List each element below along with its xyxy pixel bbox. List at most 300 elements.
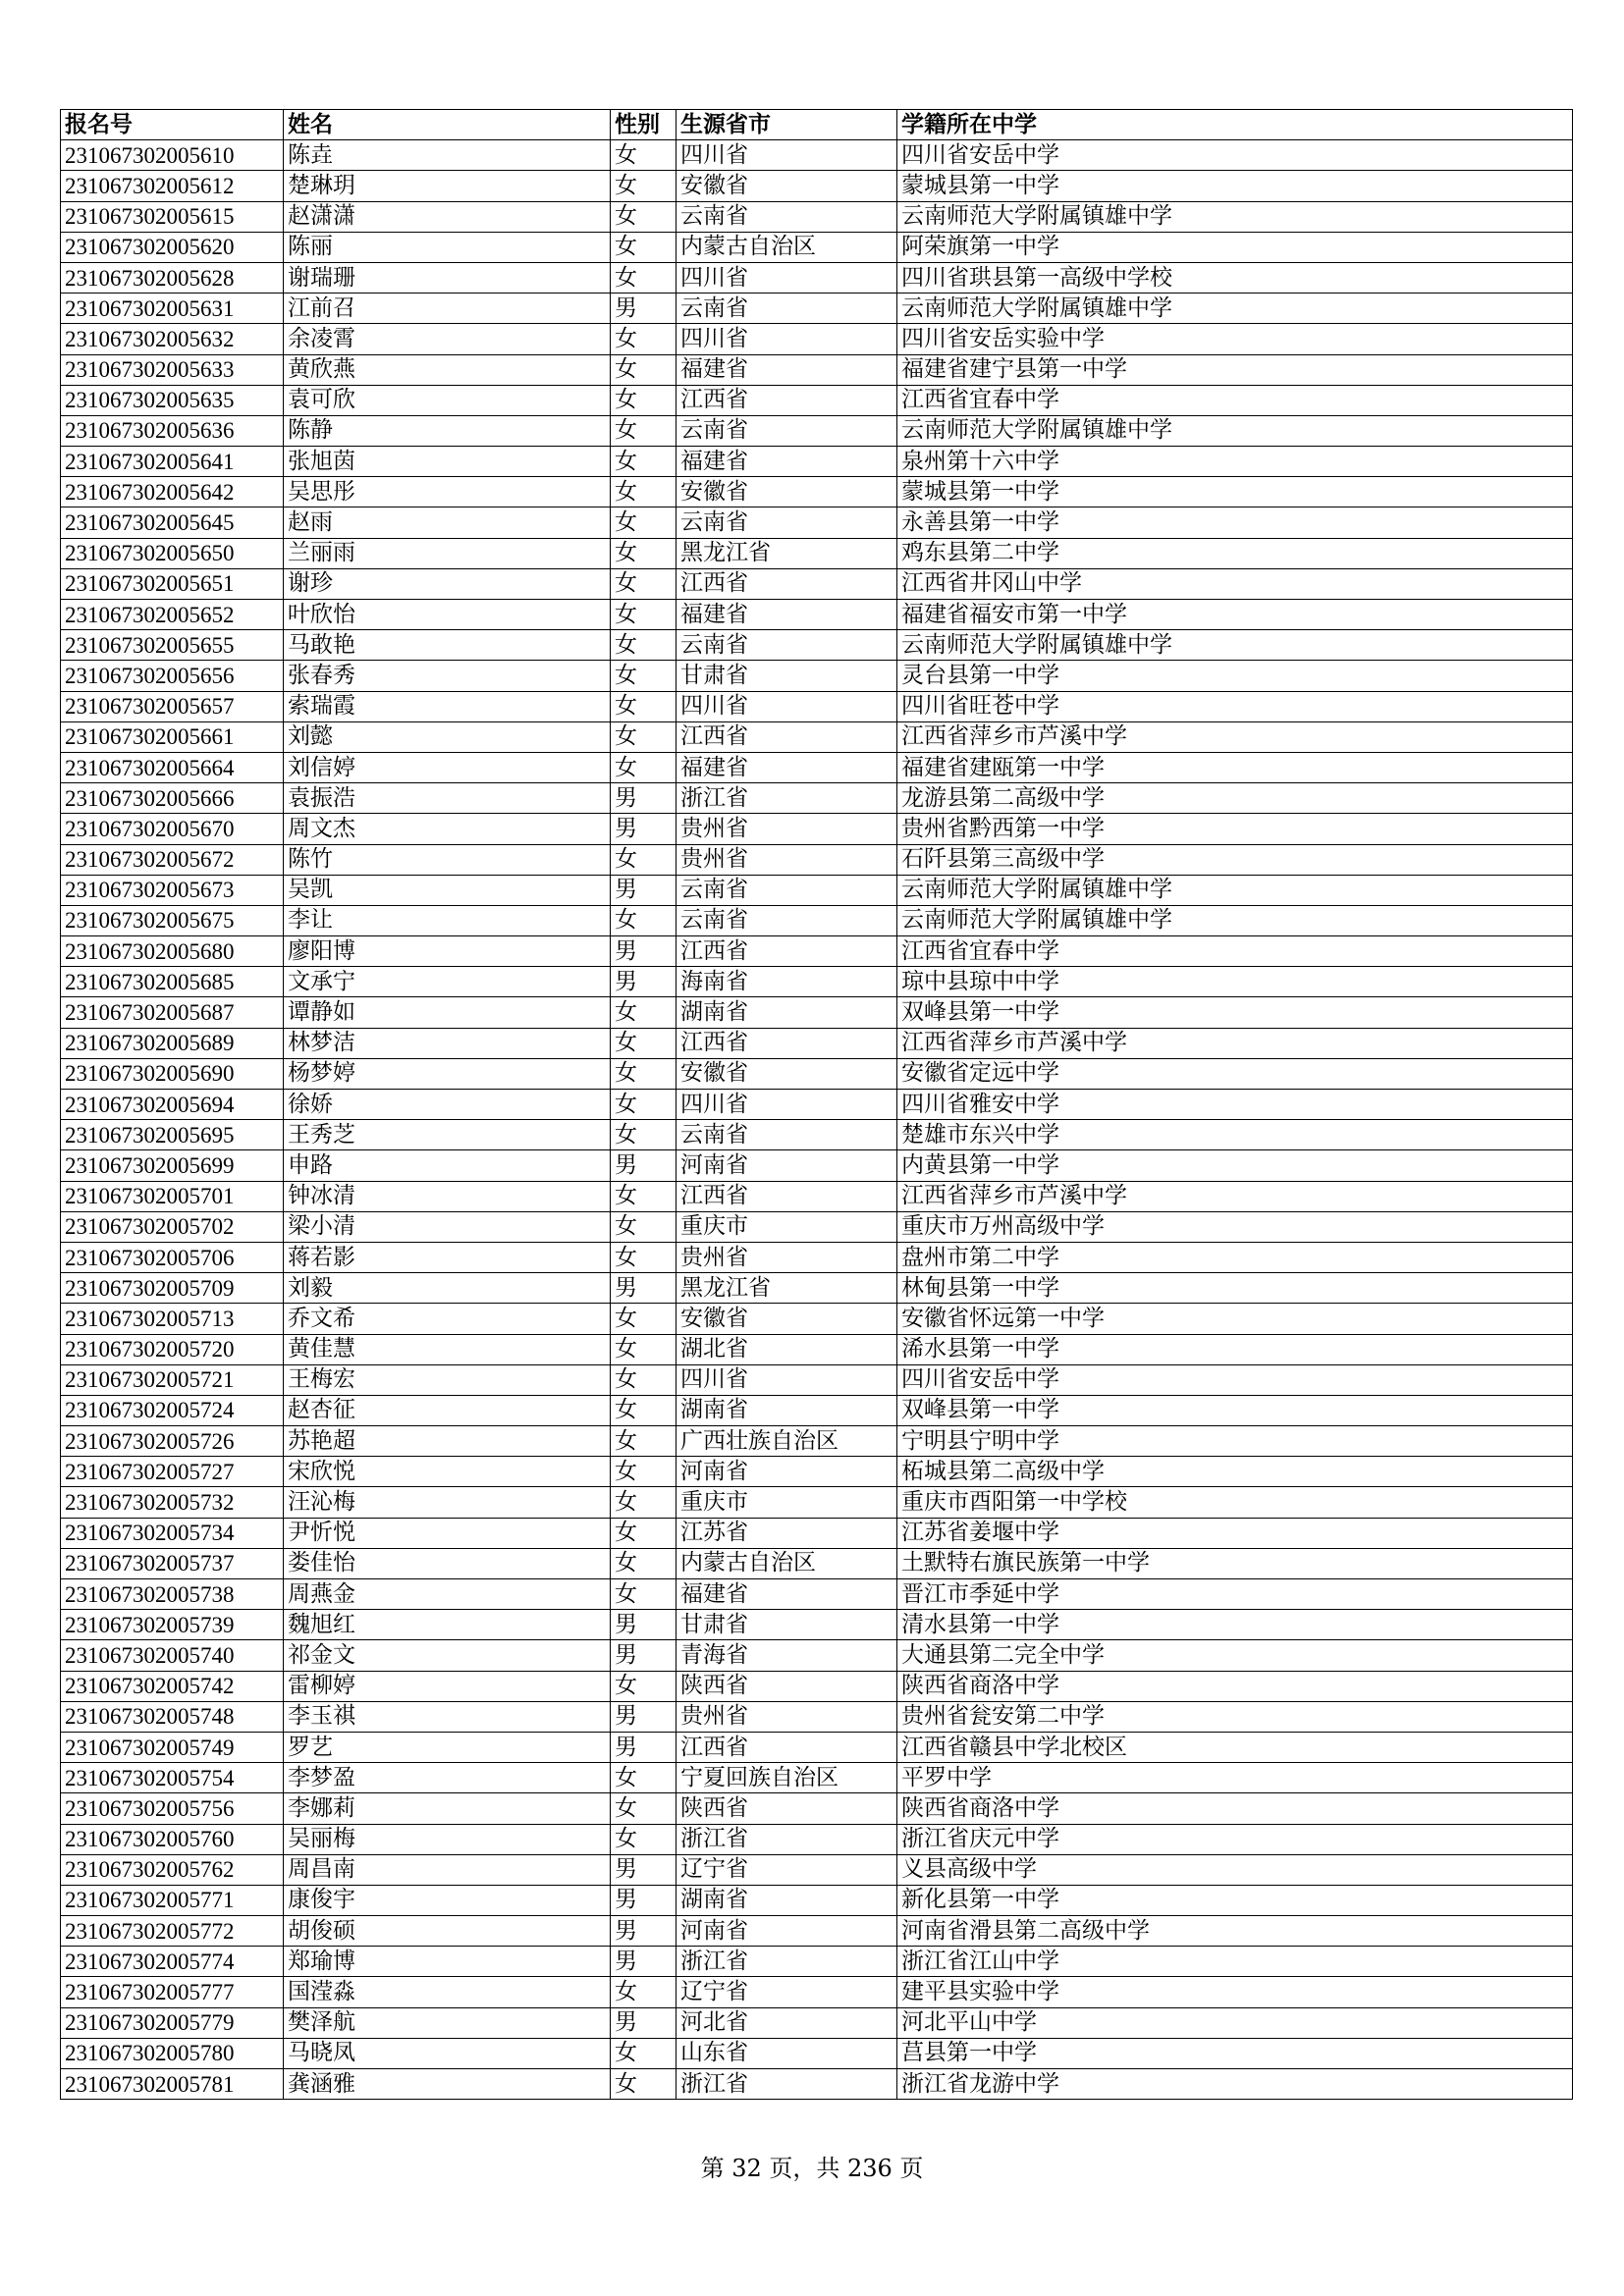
school-cell: 双峰县第一中学 <box>897 997 1573 1028</box>
school-cell: 灵台县第一中学 <box>897 661 1573 691</box>
gender-cell: 女 <box>611 630 677 661</box>
origin-province-cell: 贵州省 <box>677 814 897 844</box>
gender-cell: 男 <box>611 1732 677 1762</box>
gender-cell: 女 <box>611 1120 677 1150</box>
origin-province-cell: 黑龙江省 <box>677 538 897 568</box>
origin-province-cell: 福建省 <box>677 600 897 630</box>
gender-cell: 男 <box>611 2007 677 2038</box>
table-row <box>61 140 1573 171</box>
table-row <box>61 324 1573 354</box>
origin-province-cell: 宁夏回族自治区 <box>677 1763 897 1793</box>
registration-number-cell: 231067302005754 <box>61 1763 284 1793</box>
gender-cell: 男 <box>611 783 677 814</box>
name-cell: 李娜莉 <box>284 1793 611 1824</box>
table-row <box>61 1487 1573 1518</box>
gender-cell: 女 <box>611 1518 677 1548</box>
school-cell: 盘州市第二中学 <box>897 1242 1573 1272</box>
table-row <box>61 1242 1573 1272</box>
school-cell: 陕西省商洛中学 <box>897 1671 1573 1701</box>
table-row <box>61 1028 1573 1058</box>
gender-cell: 女 <box>611 171 677 201</box>
school-cell: 新化县第一中学 <box>897 1885 1573 1915</box>
origin-province-cell: 福建省 <box>677 354 897 385</box>
registration-number-cell: 231067302005641 <box>61 447 284 477</box>
name-cell: 娄佳怡 <box>284 1548 611 1578</box>
origin-province-cell: 辽宁省 <box>677 1977 897 2007</box>
school-cell: 云南师范大学附属镇雄中学 <box>897 875 1573 905</box>
school-cell: 晋江市季延中学 <box>897 1579 1573 1610</box>
registration-number-cell: 231067302005777 <box>61 1977 284 2007</box>
gender-cell: 女 <box>611 385 677 415</box>
origin-province-cell: 湖南省 <box>677 997 897 1028</box>
origin-province-cell: 云南省 <box>677 201 897 232</box>
school-cell: 浙江省龙游中学 <box>897 2069 1573 2100</box>
table-row <box>61 1120 1573 1150</box>
gender-cell: 男 <box>611 1854 677 1885</box>
school-cell: 江西省萍乡市芦溪中学 <box>897 1181 1573 1211</box>
name-cell: 陈竹 <box>284 844 611 875</box>
school-cell: 龙游县第二高级中学 <box>897 783 1573 814</box>
gender-cell: 女 <box>611 844 677 875</box>
name-cell: 黄佳慧 <box>284 1334 611 1364</box>
registration-number-cell: 231067302005673 <box>61 875 284 905</box>
name-cell: 马晓凤 <box>284 2038 611 2068</box>
registration-number-cell: 231067302005721 <box>61 1364 284 1395</box>
school-cell: 蒙城县第一中学 <box>897 171 1573 201</box>
name-cell: 兰丽雨 <box>284 538 611 568</box>
origin-province-cell: 浙江省 <box>677 2069 897 2100</box>
origin-province-cell: 江苏省 <box>677 1518 897 1548</box>
origin-province-cell: 浙江省 <box>677 783 897 814</box>
gender-cell: 女 <box>611 232 677 262</box>
registration-number-cell: 231067302005762 <box>61 1854 284 1885</box>
table-row <box>61 415 1573 446</box>
table-row <box>61 2007 1573 2038</box>
name-cell: 谢珍 <box>284 568 611 599</box>
origin-province-cell: 安徽省 <box>677 477 897 507</box>
name-cell: 罗艺 <box>284 1732 611 1762</box>
origin-province-cell: 江西省 <box>677 721 897 752</box>
gender-cell: 女 <box>611 1426 677 1457</box>
table-row <box>61 385 1573 415</box>
gender-cell: 女 <box>611 1977 677 2007</box>
school-cell: 蒙城县第一中学 <box>897 477 1573 507</box>
student-roster-table <box>60 109 1573 2100</box>
gender-cell: 女 <box>611 568 677 599</box>
table-row <box>61 1150 1573 1181</box>
registration-number-cell: 231067302005615 <box>61 201 284 232</box>
name-cell: 龚涵雅 <box>284 2069 611 2100</box>
registration-number-cell: 231067302005706 <box>61 1242 284 1272</box>
origin-province-cell: 福建省 <box>677 752 897 782</box>
registration-number-cell: 231067302005726 <box>61 1426 284 1457</box>
school-cell: 河北平山中学 <box>897 2007 1573 2038</box>
origin-province-cell: 云南省 <box>677 1120 897 1150</box>
table-row <box>61 997 1573 1028</box>
gender-cell: 女 <box>611 538 677 568</box>
origin-province-cell: 广西壮族自治区 <box>677 1426 897 1457</box>
registration-number-cell: 231067302005650 <box>61 538 284 568</box>
table-header-row <box>61 110 1573 140</box>
school-cell: 四川省珙县第一高级中学校 <box>897 262 1573 293</box>
name-cell: 祁金文 <box>284 1640 611 1671</box>
school-cell: 江西省宜春中学 <box>897 936 1573 967</box>
gender-cell: 女 <box>611 201 677 232</box>
origin-province-cell: 内蒙古自治区 <box>677 1548 897 1578</box>
registration-number-cell: 231067302005664 <box>61 752 284 782</box>
registration-number-cell: 231067302005781 <box>61 2069 284 2100</box>
gender-cell: 女 <box>611 2069 677 2100</box>
table-row <box>61 1610 1573 1640</box>
table-row <box>61 1701 1573 1732</box>
name-cell: 吴丽梅 <box>284 1824 611 1854</box>
origin-province-cell: 贵州省 <box>677 1242 897 1272</box>
registration-number-cell: 231067302005631 <box>61 294 284 324</box>
school-cell: 四川省雅安中学 <box>897 1090 1573 1120</box>
table-row <box>61 1977 1573 2007</box>
registration-number-cell: 231067302005760 <box>61 1824 284 1854</box>
name-cell: 国滢淼 <box>284 1977 611 2007</box>
registration-number-cell: 231067302005699 <box>61 1150 284 1181</box>
school-cell: 鸡东县第二中学 <box>897 538 1573 568</box>
school-cell: 福建省建瓯第一中学 <box>897 752 1573 782</box>
header-name: 姓名 <box>284 110 611 140</box>
name-cell: 雷柳婷 <box>284 1671 611 1701</box>
table-row <box>61 1090 1573 1120</box>
name-cell: 索瑞霞 <box>284 691 611 721</box>
school-cell: 土默特右旗民族第一中学 <box>897 1548 1573 1578</box>
table-row <box>61 1364 1573 1395</box>
origin-province-cell: 湖南省 <box>677 1885 897 1915</box>
table-row <box>61 507 1573 538</box>
school-cell: 柘城县第二高级中学 <box>897 1457 1573 1487</box>
header-gender: 性别 <box>611 110 677 140</box>
name-cell: 刘毅 <box>284 1273 611 1304</box>
school-cell: 云南师范大学附属镇雄中学 <box>897 201 1573 232</box>
table-row <box>61 1304 1573 1334</box>
registration-number-cell: 231067302005670 <box>61 814 284 844</box>
table-row <box>61 1548 1573 1578</box>
school-cell: 楚雄市东兴中学 <box>897 1120 1573 1150</box>
origin-province-cell: 辽宁省 <box>677 1854 897 1885</box>
registration-number-cell: 231067302005657 <box>61 691 284 721</box>
registration-number-cell: 231067302005772 <box>61 1916 284 1947</box>
registration-number-cell: 231067302005666 <box>61 783 284 814</box>
origin-province-cell: 湖北省 <box>677 1334 897 1364</box>
origin-province-cell: 内蒙古自治区 <box>677 232 897 262</box>
origin-province-cell: 浙江省 <box>677 1824 897 1854</box>
registration-number-cell: 231067302005628 <box>61 262 284 293</box>
gender-cell: 女 <box>611 1824 677 1854</box>
registration-number-cell: 231067302005724 <box>61 1395 284 1425</box>
gender-cell: 男 <box>611 1273 677 1304</box>
registration-number-cell: 231067302005652 <box>61 600 284 630</box>
school-cell: 江西省萍乡市芦溪中学 <box>897 1028 1573 1058</box>
registration-number-cell: 231067302005661 <box>61 721 284 752</box>
registration-number-cell: 231067302005740 <box>61 1640 284 1671</box>
table-row <box>61 875 1573 905</box>
origin-province-cell: 河南省 <box>677 1150 897 1181</box>
gender-cell: 女 <box>611 1579 677 1610</box>
origin-province-cell: 甘肃省 <box>677 1610 897 1640</box>
school-cell: 江西省宜春中学 <box>897 385 1573 415</box>
name-cell: 谢瑞珊 <box>284 262 611 293</box>
table-row <box>61 477 1573 507</box>
origin-province-cell: 河南省 <box>677 1916 897 1947</box>
origin-province-cell: 海南省 <box>677 967 897 997</box>
school-cell: 安徽省怀远第一中学 <box>897 1304 1573 1334</box>
school-cell: 江西省井冈山中学 <box>897 568 1573 599</box>
gender-cell: 女 <box>611 2038 677 2068</box>
name-cell: 余凌霄 <box>284 324 611 354</box>
name-cell: 赵杏征 <box>284 1395 611 1425</box>
school-cell: 建平县实验中学 <box>897 1977 1573 2007</box>
name-cell: 乔文希 <box>284 1304 611 1334</box>
school-cell: 浠水县第一中学 <box>897 1334 1573 1364</box>
school-cell: 贵州省瓮安第二中学 <box>897 1701 1573 1732</box>
name-cell: 周昌南 <box>284 1854 611 1885</box>
registration-number-cell: 231067302005774 <box>61 1947 284 1977</box>
table-row <box>61 171 1573 201</box>
gender-cell: 女 <box>611 721 677 752</box>
origin-province-cell: 四川省 <box>677 1364 897 1395</box>
origin-province-cell: 安徽省 <box>677 1058 897 1089</box>
gender-cell: 男 <box>611 1610 677 1640</box>
registration-number-cell: 231067302005742 <box>61 1671 284 1701</box>
school-cell: 江西省萍乡市芦溪中学 <box>897 721 1573 752</box>
origin-province-cell: 四川省 <box>677 1090 897 1120</box>
registration-number-cell: 231067302005610 <box>61 140 284 171</box>
name-cell: 张春秀 <box>284 661 611 691</box>
origin-province-cell: 甘肃省 <box>677 661 897 691</box>
origin-province-cell: 江西省 <box>677 385 897 415</box>
registration-number-cell: 231067302005685 <box>61 967 284 997</box>
name-cell: 黄欣燕 <box>284 354 611 385</box>
gender-cell: 男 <box>611 875 677 905</box>
gender-cell: 女 <box>611 1548 677 1578</box>
name-cell: 苏艳超 <box>284 1426 611 1457</box>
table-row <box>61 1793 1573 1824</box>
table-row <box>61 691 1573 721</box>
school-cell: 义县高级中学 <box>897 1854 1573 1885</box>
name-cell: 尹忻悦 <box>284 1518 611 1548</box>
origin-province-cell: 四川省 <box>677 140 897 171</box>
name-cell: 申路 <box>284 1150 611 1181</box>
name-cell: 吴凯 <box>284 875 611 905</box>
registration-number-cell: 231067302005636 <box>61 415 284 446</box>
gender-cell: 女 <box>611 600 677 630</box>
gender-cell: 女 <box>611 140 677 171</box>
gender-cell: 女 <box>611 507 677 538</box>
school-cell: 四川省安岳中学 <box>897 140 1573 171</box>
school-cell: 贵州省黔西第一中学 <box>897 814 1573 844</box>
registration-number-cell: 231067302005771 <box>61 1885 284 1915</box>
origin-province-cell: 湖南省 <box>677 1395 897 1425</box>
origin-province-cell: 河北省 <box>677 2007 897 2038</box>
table-row <box>61 905 1573 935</box>
name-cell: 江前召 <box>284 294 611 324</box>
gender-cell: 男 <box>611 814 677 844</box>
origin-province-cell: 陕西省 <box>677 1793 897 1824</box>
table-body <box>61 140 1573 2100</box>
school-cell: 林甸县第一中学 <box>897 1273 1573 1304</box>
origin-province-cell: 重庆市 <box>677 1211 897 1242</box>
table-row <box>61 721 1573 752</box>
name-cell: 廖阳博 <box>284 936 611 967</box>
table-row <box>61 1426 1573 1457</box>
name-cell: 郑瑜博 <box>284 1947 611 1977</box>
gender-cell: 男 <box>611 1885 677 1915</box>
origin-province-cell: 江西省 <box>677 1028 897 1058</box>
name-cell: 李梦盈 <box>284 1763 611 1793</box>
registration-number-cell: 231067302005620 <box>61 232 284 262</box>
school-cell: 平罗中学 <box>897 1763 1573 1793</box>
registration-number-cell: 231067302005675 <box>61 905 284 935</box>
origin-province-cell: 四川省 <box>677 324 897 354</box>
registration-number-cell: 231067302005655 <box>61 630 284 661</box>
table-row <box>61 1824 1573 1854</box>
gender-cell: 女 <box>611 1457 677 1487</box>
school-cell: 重庆市酉阳第一中学校 <box>897 1487 1573 1518</box>
gender-cell: 女 <box>611 1181 677 1211</box>
table-row <box>61 538 1573 568</box>
gender-cell: 女 <box>611 661 677 691</box>
registration-number-cell: 231067302005713 <box>61 1304 284 1334</box>
table-row <box>61 1395 1573 1425</box>
gender-cell: 女 <box>611 1395 677 1425</box>
gender-cell: 女 <box>611 1211 677 1242</box>
school-cell: 云南师范大学附属镇雄中学 <box>897 294 1573 324</box>
gender-cell: 女 <box>611 1671 677 1701</box>
gender-cell: 女 <box>611 997 677 1028</box>
registration-number-cell: 231067302005701 <box>61 1181 284 1211</box>
name-cell: 周文杰 <box>284 814 611 844</box>
school-cell: 云南师范大学附属镇雄中学 <box>897 415 1573 446</box>
name-cell: 谭静如 <box>284 997 611 1028</box>
table-row <box>61 1579 1573 1610</box>
table-row <box>61 1916 1573 1947</box>
origin-province-cell: 福建省 <box>677 1579 897 1610</box>
school-cell: 重庆市万州高级中学 <box>897 1211 1573 1242</box>
name-cell: 叶欣怡 <box>284 600 611 630</box>
table-row <box>61 1334 1573 1364</box>
name-cell: 徐娇 <box>284 1090 611 1120</box>
school-cell: 浙江省江山中学 <box>897 1947 1573 1977</box>
table-row <box>61 844 1573 875</box>
gender-cell: 女 <box>611 1028 677 1058</box>
school-cell: 泉州第十六中学 <box>897 447 1573 477</box>
origin-province-cell: 河南省 <box>677 1457 897 1487</box>
table-row <box>61 1640 1573 1671</box>
origin-province-cell: 江西省 <box>677 1732 897 1762</box>
school-cell: 宁明县宁明中学 <box>897 1426 1573 1457</box>
name-cell: 马敢艳 <box>284 630 611 661</box>
gender-cell: 男 <box>611 1150 677 1181</box>
table-row <box>61 814 1573 844</box>
registration-number-cell: 231067302005749 <box>61 1732 284 1762</box>
school-cell: 双峰县第一中学 <box>897 1395 1573 1425</box>
gender-cell: 女 <box>611 415 677 446</box>
name-cell: 康俊宇 <box>284 1885 611 1915</box>
gender-cell: 女 <box>611 1304 677 1334</box>
table-row <box>61 354 1573 385</box>
school-cell: 四川省安岳中学 <box>897 1364 1573 1395</box>
school-cell: 云南师范大学附属镇雄中学 <box>897 905 1573 935</box>
registration-number-cell: 231067302005642 <box>61 477 284 507</box>
header-registration-number: 报名号 <box>61 110 284 140</box>
table-row <box>61 294 1573 324</box>
origin-province-cell: 青海省 <box>677 1640 897 1671</box>
origin-province-cell: 重庆市 <box>677 1487 897 1518</box>
name-cell: 吴思彤 <box>284 477 611 507</box>
origin-province-cell: 四川省 <box>677 262 897 293</box>
school-cell: 清水县第一中学 <box>897 1610 1573 1640</box>
registration-number-cell: 231067302005748 <box>61 1701 284 1732</box>
table-row <box>61 1854 1573 1885</box>
table-row <box>61 1211 1573 1242</box>
gender-cell: 女 <box>611 691 677 721</box>
school-cell: 江苏省姜堰中学 <box>897 1518 1573 1548</box>
name-cell: 钟冰清 <box>284 1181 611 1211</box>
registration-number-cell: 231067302005738 <box>61 1579 284 1610</box>
gender-cell: 女 <box>611 1487 677 1518</box>
name-cell: 楚琳玥 <box>284 171 611 201</box>
school-cell: 陕西省商洛中学 <box>897 1793 1573 1824</box>
gender-cell: 女 <box>611 1242 677 1272</box>
registration-number-cell: 231067302005651 <box>61 568 284 599</box>
registration-number-cell: 231067302005680 <box>61 936 284 967</box>
table-row <box>61 2069 1573 2100</box>
origin-province-cell: 云南省 <box>677 294 897 324</box>
origin-province-cell: 云南省 <box>677 875 897 905</box>
registration-number-cell: 231067302005727 <box>61 1457 284 1487</box>
name-cell: 张旭茵 <box>284 447 611 477</box>
registration-number-cell: 231067302005695 <box>61 1120 284 1150</box>
school-cell: 河南省滑县第二高级中学 <box>897 1916 1573 1947</box>
gender-cell: 男 <box>611 294 677 324</box>
origin-province-cell: 江西省 <box>677 936 897 967</box>
name-cell: 刘懿 <box>284 721 611 752</box>
name-cell: 袁振浩 <box>284 783 611 814</box>
name-cell: 王秀芝 <box>284 1120 611 1150</box>
school-cell: 江西省赣县中学北校区 <box>897 1732 1573 1762</box>
name-cell: 林梦洁 <box>284 1028 611 1058</box>
registration-number-cell: 231067302005656 <box>61 661 284 691</box>
school-cell: 琼中县琼中中学 <box>897 967 1573 997</box>
name-cell: 陈垚 <box>284 140 611 171</box>
table-row <box>61 967 1573 997</box>
registration-number-cell: 231067302005780 <box>61 2038 284 2068</box>
header-school: 学籍所在中学 <box>897 110 1573 140</box>
registration-number-cell: 231067302005702 <box>61 1211 284 1242</box>
registration-number-cell: 231067302005690 <box>61 1058 284 1089</box>
table-row <box>61 1732 1573 1762</box>
gender-cell: 女 <box>611 324 677 354</box>
registration-number-cell: 231067302005734 <box>61 1518 284 1548</box>
table-row <box>61 752 1573 782</box>
school-cell: 浙江省庆元中学 <box>897 1824 1573 1854</box>
registration-number-cell: 231067302005709 <box>61 1273 284 1304</box>
registration-number-cell: 231067302005635 <box>61 385 284 415</box>
table-row <box>61 232 1573 262</box>
origin-province-cell: 黑龙江省 <box>677 1273 897 1304</box>
table-row <box>61 262 1573 293</box>
registration-number-cell: 231067302005694 <box>61 1090 284 1120</box>
gender-cell: 女 <box>611 905 677 935</box>
name-cell: 汪沁梅 <box>284 1487 611 1518</box>
name-cell: 刘信婷 <box>284 752 611 782</box>
table-row <box>61 1181 1573 1211</box>
